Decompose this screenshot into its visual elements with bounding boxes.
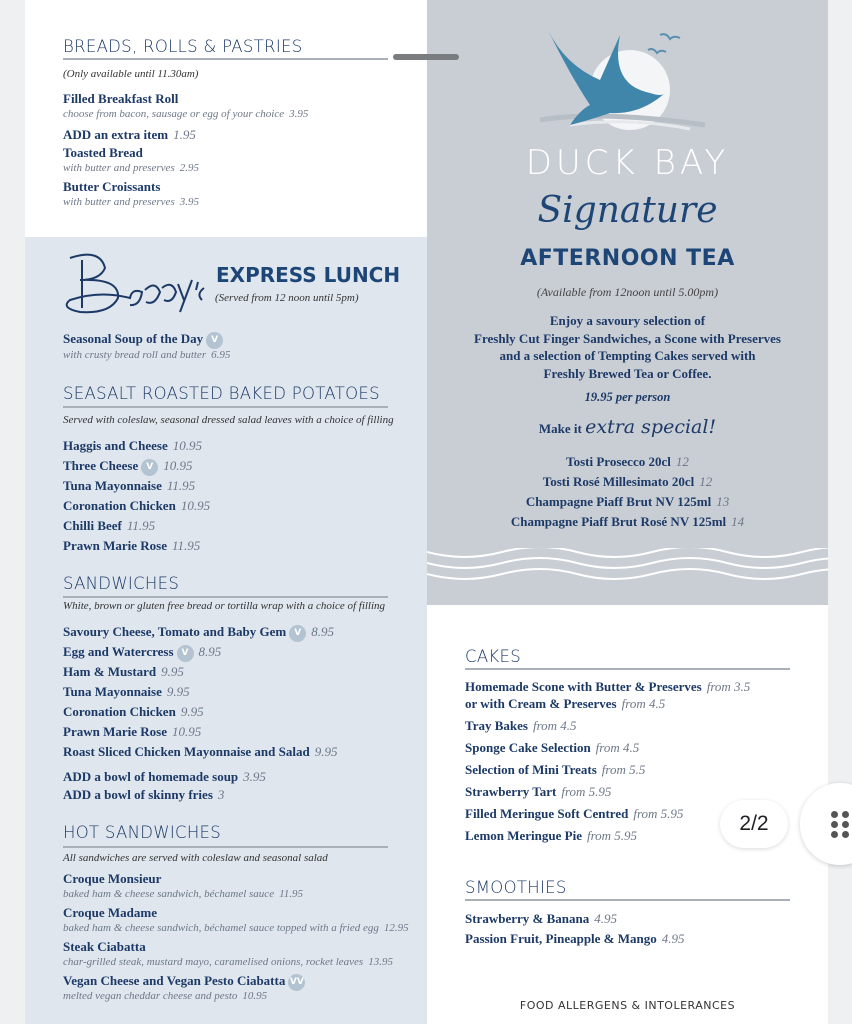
menu-item [63, 145, 308, 175]
menu-item [465, 826, 750, 846]
item-name: Croque Madame [63, 905, 158, 920]
item-line [465, 929, 685, 949]
item-name: Croque Monsieur [63, 871, 162, 886]
afternoon-tea-price: 19.95 per person [584, 390, 671, 404]
item-line [427, 512, 828, 532]
grid-dots-icon [831, 811, 849, 838]
menu-item [63, 496, 210, 516]
divider [63, 406, 388, 408]
sandwiches-list [63, 622, 337, 762]
item-name: Champagne Piaff Brut Rosé NV 125ml [510, 514, 727, 529]
menu-item [465, 782, 750, 802]
item-price: 10.95 [242, 990, 268, 1002]
item-line [63, 145, 308, 161]
item-price: 8.95 [198, 644, 222, 659]
cakes-list [465, 679, 750, 848]
item-desc: baked ham & cheese sandwich, béchamel sauce topped with a fried egg [63, 922, 379, 934]
sandwiches-note: White, brown or gluten free bread or tortilla wrap with a choice of filling [63, 600, 386, 612]
smoothies-heading: SMOOTHIES [465, 878, 567, 897]
item-line [465, 804, 750, 824]
item-price: 3.95 [243, 769, 266, 784]
item-price: 12.95 [383, 922, 409, 934]
item-price: from 5.95 [561, 784, 612, 799]
item-price: 9.95 [161, 664, 184, 679]
hot-sandwiches-list [63, 871, 409, 1007]
item-price: from 4.5 [532, 718, 577, 733]
item-name: Ham & Mustard [63, 664, 157, 679]
menu-item [63, 536, 210, 556]
item-line [63, 871, 409, 887]
item-price: 8.95 [311, 624, 334, 639]
item-line [465, 694, 750, 714]
item-price: 9.95 [314, 744, 338, 759]
menu-item [63, 642, 337, 662]
item-line [465, 716, 750, 736]
item-name: Tuna Mayonnaise [63, 684, 162, 699]
vegetarian-badge-icon: V [141, 459, 158, 476]
menu-item [427, 472, 828, 492]
menu-item [63, 516, 210, 536]
item-description [63, 161, 308, 175]
extra-special-line [427, 416, 828, 438]
item-desc: with crusty bread roll and butter [63, 349, 207, 361]
item-line [63, 722, 337, 742]
duck-bay-logo-icon [540, 25, 720, 135]
item-desc: choose from bacon, sausage or egg of your choice [63, 108, 285, 120]
menu-item [465, 804, 750, 824]
sandwiches-heading: SANDWICHES [63, 574, 180, 593]
item-description [63, 107, 308, 121]
menu-item [465, 694, 750, 714]
item-name: Tuna Mayonnaise [63, 478, 162, 493]
item-name: Butter Croissants [63, 179, 161, 194]
item-price: 6.95 [211, 349, 231, 361]
item-price: 11.95 [126, 518, 156, 533]
item-price: 10.95 [180, 498, 211, 513]
express-lunch-heading: EXPRESS LUNCH [216, 263, 401, 287]
item-line [63, 905, 409, 921]
item-price: from 3.5 [706, 679, 751, 694]
item-name: Egg and Watercress [63, 644, 174, 659]
item-price: 4.95 [594, 911, 617, 926]
item-desc: baked ham & cheese sandwich, béchamel sauce [63, 888, 275, 900]
item-name: Filled Breakfast Roll [63, 91, 179, 106]
description-line: Freshly Brewed Tea or Coffee. [543, 365, 712, 381]
menu-item [63, 456, 210, 476]
item-price: 10.95 [172, 438, 202, 453]
item-line [63, 642, 337, 662]
brand-name: DUCK BAY [525, 143, 730, 183]
item-price: 9.95 [166, 684, 190, 699]
menu-item [63, 722, 337, 742]
menu-item [465, 760, 750, 780]
afternoon-tea-heading: AFTERNOON TEA [520, 246, 735, 271]
item-name: Homemade Scone with Butter & Preserves [465, 679, 702, 694]
item-name: ADD a bowl of skinny fries [63, 787, 213, 802]
item-price: from 4.5 [595, 740, 640, 755]
item-price: 13.95 [368, 956, 393, 968]
item-line [63, 536, 210, 556]
item-name: Champagne Piaff Brut NV 125ml [525, 494, 712, 509]
menu-item [63, 91, 308, 121]
item-line [63, 768, 266, 786]
smoothies-list [465, 909, 685, 949]
item-price: from 5.95 [586, 828, 638, 843]
item-line [63, 742, 337, 762]
divider [63, 58, 388, 60]
item-line [63, 939, 409, 955]
menu-item [427, 492, 828, 512]
item-price: 11.95 [279, 888, 304, 900]
item-line [63, 702, 337, 722]
item-line [465, 826, 750, 846]
menu-item [63, 905, 409, 935]
item-name: or with Cream & Preserves [465, 696, 617, 711]
item-name: Strawberry & Banana [465, 911, 590, 926]
item-name: Three Cheese [63, 458, 139, 473]
menu-item [63, 871, 409, 901]
item-price: 3.95 [179, 196, 199, 208]
menu-item [465, 909, 685, 929]
item-price: 9.95 [180, 704, 204, 719]
item-line [63, 516, 210, 536]
item-name: Prawn Marie Rose [63, 538, 167, 553]
express-lunch-note: (Served from 12 noon until 5pm) [215, 292, 359, 304]
scroll-handle[interactable] [393, 54, 459, 60]
item-line [427, 492, 828, 512]
item-price: 11.95 [166, 478, 196, 493]
breads-list [63, 91, 308, 213]
breads-heading: BREADS, ROLLS & PASTRIES [63, 37, 303, 56]
item-price: 11.95 [171, 538, 201, 553]
item-price: 2.95 [179, 162, 199, 174]
item-name: Roast Sliced Chicken Mayonnaise and Salad [63, 744, 310, 759]
item-desc: with butter and preserves [63, 162, 175, 174]
item-description [63, 921, 409, 935]
item-line [63, 682, 337, 702]
hot-sandwiches-note: All sandwiches are served with coleslaw and seasonal salad [63, 852, 328, 864]
hot-sandwiches-heading: HOT SANDWICHES [63, 823, 222, 842]
drinks-list [427, 452, 828, 532]
item-description [63, 887, 409, 901]
menu-item [63, 436, 210, 456]
item-line [427, 452, 828, 472]
menu-item [63, 768, 266, 786]
item-price: 1.95 [173, 127, 196, 142]
menu-page [25, 0, 828, 1024]
signature-script: Signature [537, 190, 718, 231]
item-price: 3.95 [289, 108, 309, 120]
menu-item [63, 786, 266, 804]
item-description [63, 195, 308, 209]
item-name: Filled Meringue Soft Centred [465, 806, 629, 821]
item-line [63, 456, 210, 476]
item-price: 13 [716, 494, 730, 509]
potatoes-note: Served with coleslaw, seasonal dressed salad leaves with a choice of filling [63, 414, 394, 426]
item-name: Tosti Prosecco 20cl [566, 454, 671, 469]
menu-item [465, 929, 685, 949]
divider [63, 596, 388, 598]
breads-note: (Only available until 11.30am) [63, 68, 199, 80]
item-description [63, 955, 409, 969]
item-line [465, 782, 750, 802]
menu-item [465, 738, 750, 758]
item-description [63, 989, 409, 1003]
menu-item [63, 742, 337, 762]
item-price: 14 [731, 514, 745, 529]
divider [465, 899, 790, 901]
item-line [465, 738, 750, 758]
item-name: Selection of Mini Treats [465, 762, 597, 777]
waves-decoration [427, 548, 828, 584]
item-name: Passion Fruit, Pineapple & Mango [465, 931, 657, 946]
menu-item [465, 679, 750, 694]
potatoes-list [63, 436, 210, 556]
item-price: 12 [675, 454, 689, 469]
item-line [63, 125, 308, 145]
vegetarian-badge-icon: V [206, 332, 223, 349]
item-name: Tray Bakes [465, 718, 528, 733]
page-indicator: 2/2 [720, 800, 788, 848]
item-line [63, 91, 308, 107]
menu-item [63, 179, 308, 209]
item-line [63, 973, 409, 989]
menu-item [63, 476, 210, 496]
soup-item [63, 330, 230, 362]
item-price: from 4.5 [621, 696, 666, 711]
item-line [465, 909, 685, 929]
divider [63, 846, 388, 848]
menu-item [465, 716, 750, 736]
menu-item [427, 452, 828, 472]
item-name: Steak Ciabatta [63, 939, 146, 954]
item-line [63, 786, 266, 804]
menu-item [63, 973, 409, 1003]
item-name: Tosti Rosé Millesimato 20cl [542, 474, 695, 489]
item-price: 10.95 [163, 458, 193, 473]
item-name: Vegan Cheese and Vegan Pesto Ciabatta [63, 973, 286, 988]
item-name: Seasonal Soup of the Day [63, 331, 204, 346]
item-name: Sponge Cake Selection [465, 740, 591, 755]
description-line: Freshly Cut Finger Sandwiches, a Scone with Preserves [474, 330, 781, 346]
allergens-heading: FOOD ALLERGENS & INTOLERANCES [519, 999, 736, 1012]
item-name: Haggis and Cheese [63, 438, 168, 453]
item-desc: with butter and preserves [63, 196, 175, 208]
menu-item [63, 662, 337, 682]
item-price: from 5.95 [633, 806, 684, 821]
potatoes-heading: SEASALT ROASTED BAKED POTATOES [63, 384, 380, 403]
vegetarian-badge-icon: V [177, 645, 194, 662]
menu-item [63, 125, 308, 145]
item-name: Coronation Chicken [63, 498, 176, 513]
item-desc: melted vegan cheddar cheese and pesto [63, 990, 238, 1002]
item-line [63, 496, 210, 516]
item-price: 3 [217, 787, 225, 802]
item-name: Prawn Marie Rose [63, 724, 167, 739]
item-name: Coronation Chicken [63, 704, 176, 719]
afternoon-tea-description [427, 312, 828, 382]
special-prefix: Make it [538, 421, 582, 436]
item-name: Lemon Meringue Pie [465, 828, 582, 843]
item-price: 12 [699, 474, 713, 489]
item-line [63, 662, 337, 682]
item-name: ADD an extra item [63, 127, 169, 142]
item-desc: char-grilled steak, mustard mayo, caramelised onions, rocket leaves [63, 956, 364, 968]
description-line: Enjoy a savoury selection of [549, 313, 706, 328]
item-name: Savoury Cheese, Tomato and Baby Gem [63, 624, 287, 639]
menu-item [63, 682, 337, 702]
divider [465, 668, 790, 670]
menu-item [63, 939, 409, 969]
menu-item [427, 512, 828, 532]
item-line [465, 760, 750, 780]
item-name: Strawberry Tart [465, 784, 557, 799]
item-name: Chilli Beef [63, 518, 122, 533]
special-script: extra special! [585, 416, 717, 438]
vegetarian-badge-icon: V [289, 625, 306, 642]
vegetarian-badge-icon: VV [288, 974, 305, 991]
bobbys-logo [60, 250, 210, 320]
item-line [63, 622, 337, 642]
menu-item [63, 702, 337, 722]
item-line [465, 679, 750, 694]
menu-item [63, 622, 337, 642]
item-name: Toasted Bread [63, 145, 143, 160]
item-price: 10.95 [171, 724, 202, 739]
description-line: and a selection of Tempting Cakes served with [499, 348, 756, 363]
item-name: ADD a bowl of homemade soup [63, 769, 239, 784]
item-line [63, 476, 210, 496]
item-line [63, 179, 308, 195]
item-line [63, 436, 210, 456]
sandwiches-extras [63, 768, 266, 804]
afternoon-tea-note: (Available from 12noon until 5.00pm) [536, 285, 719, 299]
cakes-heading: CAKES [465, 647, 522, 666]
item-line [427, 472, 828, 492]
item-price: 4.95 [661, 931, 685, 946]
item-price: from 5.5 [601, 762, 646, 777]
